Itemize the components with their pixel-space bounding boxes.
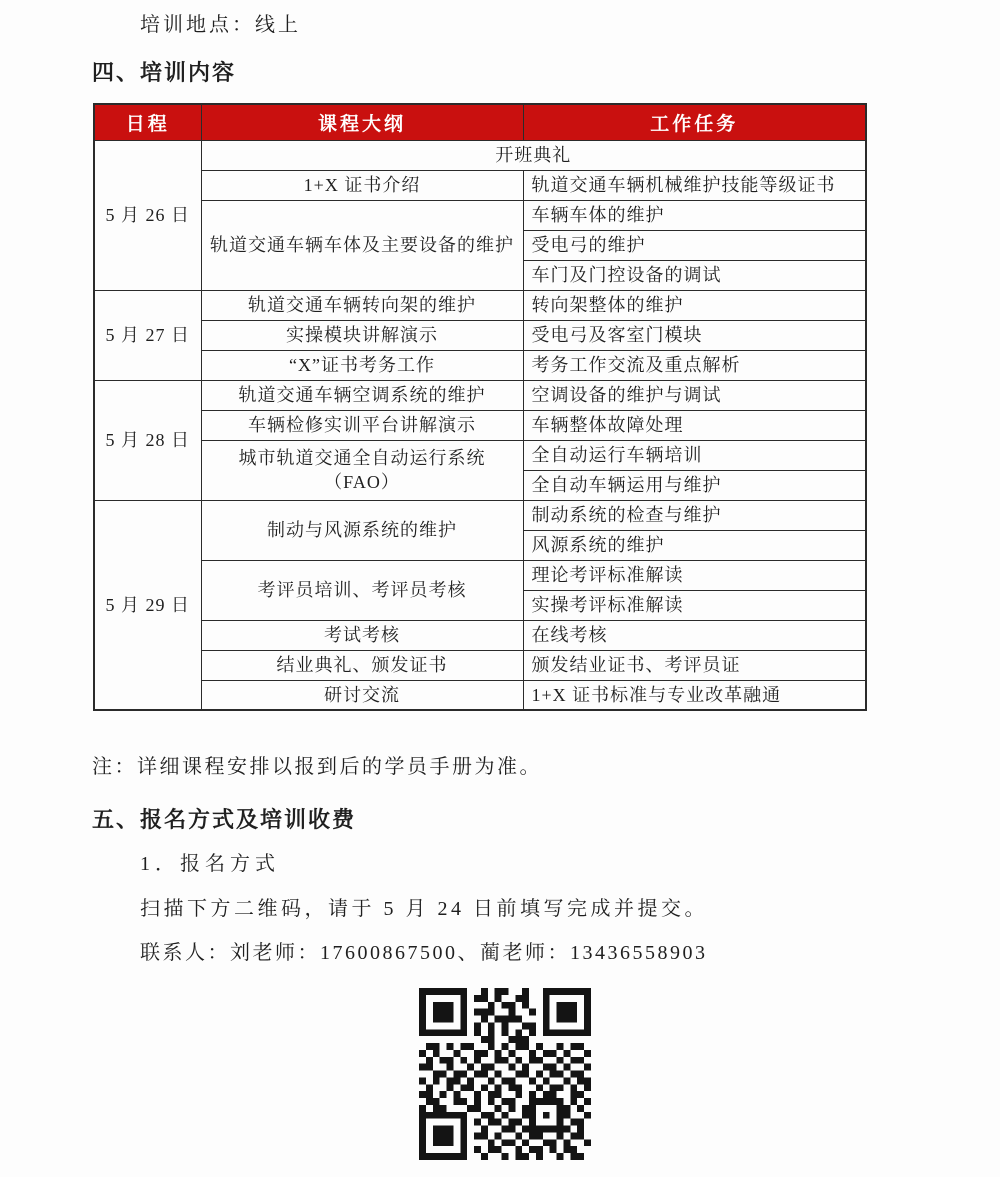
- registration-method-subheading: 1．报名方式: [140, 853, 280, 875]
- outline-cell: 1+X 证书介绍: [201, 170, 523, 200]
- section-4-heading: 四、培训内容: [92, 60, 237, 85]
- task-cell: 车辆车体的维护: [523, 200, 866, 230]
- outline-cell: 制动与风源系统的维护: [201, 500, 523, 560]
- table-row: [94, 650, 866, 680]
- task-cell: 受电弓的维护: [523, 230, 866, 260]
- table-row: [94, 290, 866, 320]
- outline-cell: 实操模块讲解演示: [201, 320, 523, 350]
- task-cell: 1+X 证书标准与专业改革融通: [523, 680, 866, 710]
- table-row: [94, 170, 866, 200]
- task-cell: 制动系统的检查与维护: [523, 500, 866, 530]
- header-outline: 课程大纲: [201, 104, 523, 140]
- outline-cell: 轨道交通车辆车体及主要设备的维护: [201, 200, 523, 290]
- outline-cell: “X”证书考务工作: [201, 350, 523, 380]
- outline-cell: 考试考核: [201, 620, 523, 650]
- table-header-row: [94, 104, 866, 140]
- table-row: [94, 500, 866, 530]
- outline-cell: 轨道交通车辆转向架的维护: [201, 290, 523, 320]
- task-cell: 转向架整体的维护: [523, 290, 866, 320]
- training-schedule-table: [93, 103, 867, 711]
- outline-cell: 研讨交流: [201, 680, 523, 710]
- schedule-note-line: 注：详细课程安排以报到后的学员手册为准。: [92, 756, 542, 778]
- section-5-heading: 五、报名方式及培训收费: [92, 807, 357, 832]
- table-row: [94, 320, 866, 350]
- table-row: [94, 140, 866, 170]
- task-cell: 空调设备的维护与调试: [523, 380, 866, 410]
- task-cell: 车门及门控设备的调试: [523, 260, 866, 290]
- cell-opening-ceremony: 开班典礼: [201, 140, 866, 170]
- task-cell: 轨道交通车辆机械维护技能等级证书: [523, 170, 866, 200]
- header-schedule: 日程: [94, 104, 201, 140]
- registration-qr-code: [419, 988, 591, 1160]
- task-cell: 颁发结业证书、考评员证: [523, 650, 866, 680]
- table-row: [94, 620, 866, 650]
- task-cell: 车辆整体故障处理: [523, 410, 866, 440]
- table-row: [94, 350, 866, 380]
- task-cell: 理论考评标准解读: [523, 560, 866, 590]
- table-row: [94, 560, 866, 590]
- date-cell-may27: 5 月 27 日: [94, 290, 201, 380]
- table-row: [94, 200, 866, 230]
- outline-cell: 车辆检修实训平台讲解演示: [201, 410, 523, 440]
- task-cell: 全自动运行车辆培训: [523, 440, 866, 470]
- task-cell: 受电弓及客室门模块: [523, 320, 866, 350]
- outline-cell-fao: 城市轨道交通全自动运行系统（FAO）: [201, 440, 523, 500]
- header-tasks: 工作任务: [523, 104, 866, 140]
- scan-instruction-line: 扫描下方二维码，请于 5 月 24 日前填写完成并提交。: [140, 898, 708, 920]
- date-cell-may26: 5 月 26 日: [94, 140, 201, 290]
- table-row: [94, 680, 866, 710]
- task-cell: 全自动车辆运用与维护: [523, 470, 866, 500]
- date-cell-may28: 5 月 28 日: [94, 380, 201, 500]
- table-row: [94, 440, 866, 470]
- task-cell: 在线考核: [523, 620, 866, 650]
- outline-cell: 轨道交通车辆空调系统的维护: [201, 380, 523, 410]
- table-row: [94, 410, 866, 440]
- task-cell: 实操考评标准解读: [523, 590, 866, 620]
- contact-info-line: 联系人：刘老师：17600867500、蔺老师：13436558903: [140, 942, 708, 964]
- outline-cell: 结业典礼、颁发证书: [201, 650, 523, 680]
- task-cell: 考务工作交流及重点解析: [523, 350, 866, 380]
- training-location-line: 培训地点：线上: [140, 14, 301, 36]
- date-cell-may29: 5 月 29 日: [94, 500, 201, 710]
- task-cell: 风源系统的维护: [523, 530, 866, 560]
- table-row: [94, 380, 866, 410]
- outline-cell: 考评员培训、考评员考核: [201, 560, 523, 620]
